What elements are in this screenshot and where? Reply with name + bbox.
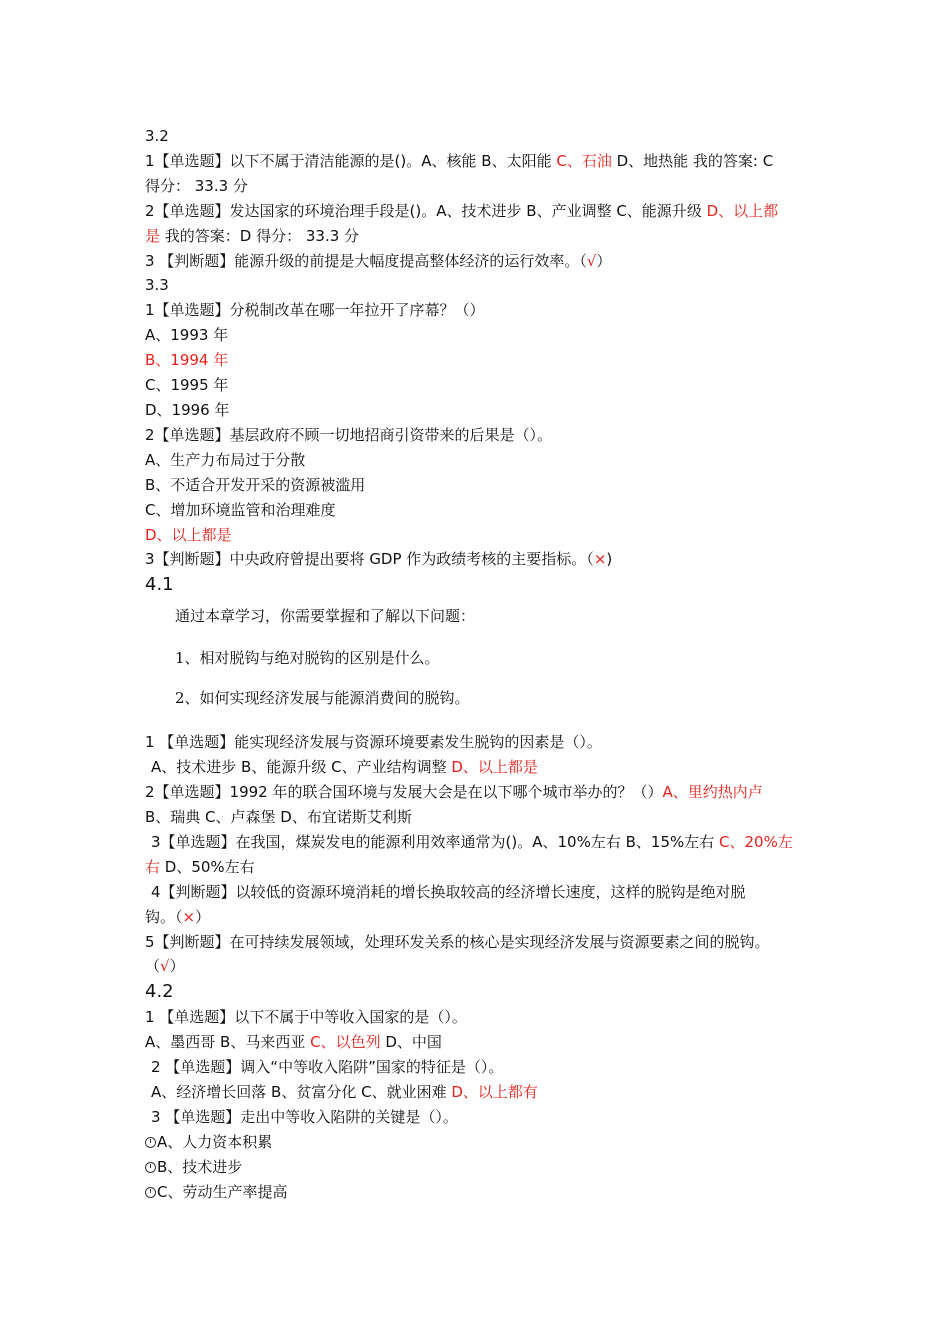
section-heading-3-2: 3.2 (145, 127, 169, 145)
option-radio[interactable]: A、人力资本积累 (145, 1130, 815, 1155)
answer-highlight: √ (160, 957, 170, 976)
radio-icon[interactable] (145, 1137, 156, 1148)
chapter-intro: 通过本章学习，你需要掌握和了解以下问题： (175, 607, 476, 626)
option-correct: B、1994 年 (145, 351, 229, 370)
option-radio[interactable]: B、技术进步 (145, 1155, 815, 1180)
option-radio[interactable]: C、劳动生产率提高 (145, 1180, 815, 1205)
question-3-2-2: 2【单选题】发达国家的环境治理手段是()。A、技术进步 B、产业调整 C、能源升级 D、以上都 (145, 201, 779, 220)
answer-highlight: D、以上都是 (451, 758, 538, 777)
option: D、1996 年 (145, 400, 230, 419)
question-4-1-5-cont: （√） (145, 957, 185, 976)
answer-highlight: √ (586, 251, 597, 270)
answer-highlight: C、石油 (556, 151, 612, 170)
answer-highlight: 是 (145, 226, 161, 245)
question-3-3-2-stem: 2【单选题】基层政府不顾一切地招商引资带来的后果是（）。 (145, 425, 553, 444)
question-4-1-2-cont: B、瑞典 C、卢森堡 D、布宜诺斯艾利斯 (145, 808, 412, 827)
option: C、增加环境监管和治理难度 (145, 500, 336, 519)
chapter-point-2: 2、如何实现经济发展与能源消费间的脱钩。 (175, 689, 470, 708)
question-4-1-4-cont: 钩。（×） (145, 907, 211, 926)
section-heading-4-2: 4.2 (145, 981, 174, 1003)
section-heading-3-3: 3.3 (145, 276, 169, 295)
chapter-point-1: 1、相对脱钩与绝对脱钩的区别是什么。 (175, 649, 440, 668)
section-heading-4-1: 4.1 (145, 574, 174, 596)
radio-icon[interactable] (145, 1187, 156, 1198)
question-4-2-2-options: A、经济增长回落 B、贫富分化 C、就业困难 D、以上都有 (151, 1083, 538, 1102)
option: B、不适合开发开采的资源被滥用 (145, 475, 366, 494)
question-3-3-3: 3【判断题】中央政府曾提出要将 GDP 作为政绩考核的主要指标。（×) (145, 550, 613, 569)
question-4-1-3-cont: 右 D、50%左右 (145, 857, 255, 876)
document-page (145, 124, 815, 1205)
option: A、生产力布局过于分散 (145, 450, 306, 469)
answer-highlight: × (182, 907, 196, 926)
question-4-1-1-options: A、技术进步 B、能源升级 C、产业结构调整 D、以上都是 (151, 758, 538, 777)
answer-highlight: D、以上都 (706, 201, 779, 220)
question-3-2-2-cont: 是 我的答案：D 得分： 33.3 分 (145, 226, 360, 245)
answer-highlight: × (593, 550, 607, 569)
option: C、1995 年 (145, 376, 229, 395)
question-3-2-1-score: 得分： 33.3 分 (145, 176, 248, 195)
question-4-1-2: 2【单选题】1992 年的联合国环境与发展大会是在以下哪个城市举办的？（）A、里约热内卢 (145, 783, 763, 802)
question-4-2-2-stem: 2 【单选题】调入“中等收入陷阱”国家的特征是（）。 (151, 1058, 504, 1077)
question-4-2-1-stem: 1 【单选题】以下不属于中等收入国家的是（）。 (145, 1008, 467, 1027)
question-3-3-1-stem: 1【单选题】分税制改革在哪一年拉开了序幕？（） (145, 301, 485, 320)
answer-highlight: C、20%左 (719, 832, 793, 851)
option-correct: D、以上都是 (145, 525, 232, 544)
answer-highlight: D、以上都有 (451, 1083, 538, 1102)
question-4-2-3-stem: 3 【单选题】走出中等收入陷阱的关键是（）。 (151, 1108, 458, 1126)
question-3-2-3: 3 【判断题】能源升级的前提是大幅度提高整体经济的运行效率。（√） (145, 251, 612, 270)
question-3-2-1: 1【单选题】以下不属于清洁能源的是()。A、核能 B、太阳能 C、石油 D、地热能 我的答案: C (145, 151, 774, 170)
question-4-1-3: 3【单选题】在我国，煤炭发电的能源利用效率通常为()。A、10%左右 B、15%左右 C、20%左 (151, 832, 793, 851)
radio-icon[interactable] (145, 1162, 156, 1173)
option: A、1993 年 (145, 326, 229, 345)
question-4-2-1-options: A、墨西哥 B、马来西亚 C、以色列 D、中国 (145, 1033, 442, 1052)
answer-highlight: C、以色列 (310, 1033, 381, 1052)
question-4-1-4: 4【判断题】以较低的资源环境消耗的增长换取较高的经济增长速度，这样的脱钩是绝对脱 (151, 882, 746, 901)
answer-highlight: 右 (145, 857, 161, 876)
answer-highlight: A、里约热内卢 (662, 783, 763, 802)
question-4-1-1-stem: 1 【单选题】能实现经济发展与资源环境要素发生脱钩的因素是（）。 (145, 733, 602, 752)
question-4-1-5: 5【判断题】在可持续发展领域，处理环发关系的核心是实现经济发展与资源要素之间的脱钩。 (145, 932, 770, 951)
